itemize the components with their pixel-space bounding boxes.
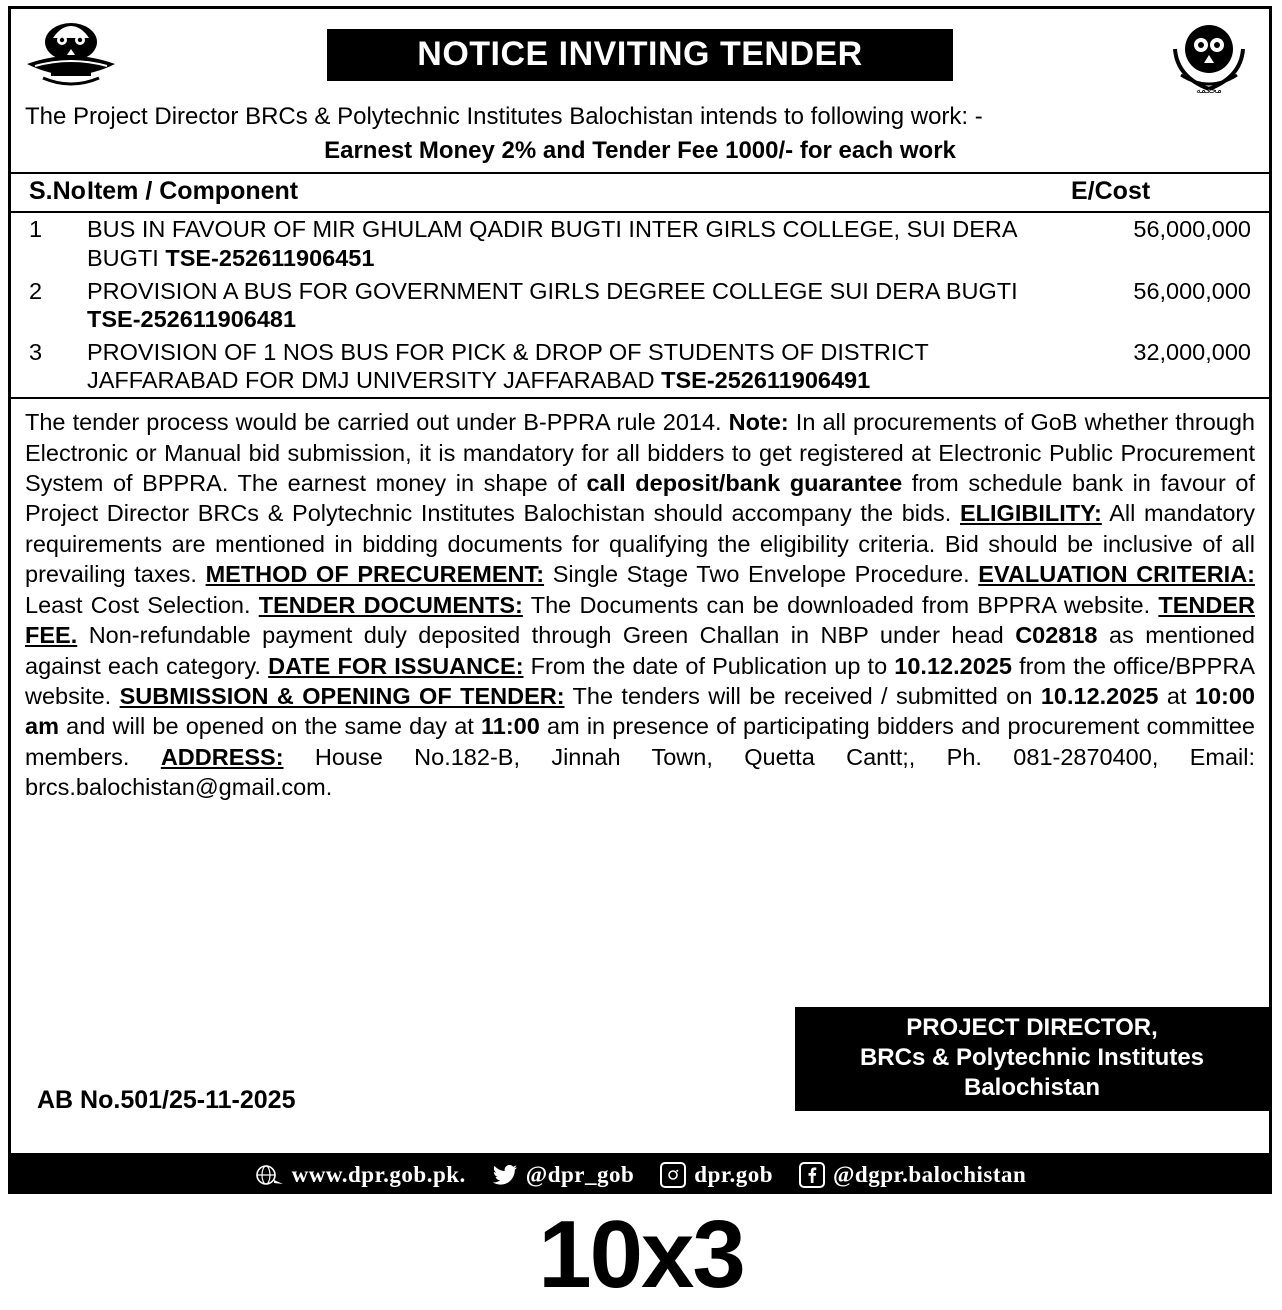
row-item <box>87 212 1071 274</box>
facebook-handle: @dgpr.balochistan <box>833 1162 1027 1187</box>
terms-paragraph <box>25 407 1255 802</box>
ab-number: AB No.501/25-11-2025 <box>37 1086 296 1114</box>
method-of-precurement-label: METHOD OF PRECUREMENT: <box>205 561 545 588</box>
tender-notice-box <box>8 6 1272 1156</box>
row-cost: 56,000,000 <box>1133 216 1251 243</box>
table-row <box>11 212 1269 274</box>
terms-part: All mandatory requirements are mentioned in bidding documents for qualifying the eligibility criteria. Bid should be inclusive of all prevailing taxes. <box>25 500 1255 588</box>
terms-part: Least Cost Selection. <box>25 591 259 618</box>
table-header-row <box>11 173 1269 212</box>
terms-part: from schedule bank in favour of Project Director BRCs & Polytechnic Institutes Balochistan should accompany the bids. <box>25 469 1255 527</box>
terms-part: The Documents can be downloaded from BPPRA website. <box>522 591 1159 618</box>
row-item-text: PROVISION OF 1 NOS BUS FOR PICK & DROP OF STUDENTS OF DISTRICT JAFFARABAD FOR DMJ UNIVERSITY JAFFARABAD <box>87 338 929 394</box>
signature-block <box>795 1007 1269 1111</box>
tender-documents-label: TENDER DOCUMENTS: <box>258 591 523 618</box>
table-row <box>11 336 1269 397</box>
svg-text:محكمه: محكمه <box>1196 86 1222 96</box>
col-header-item: Item / Component <box>87 173 1071 212</box>
terms-part: as mentioned against each category. <box>25 622 1255 679</box>
twitter-item[interactable] <box>492 1162 634 1188</box>
terms-part: Non-refundable payment duly deposited through Green Challan in NBP under head <box>77 622 1016 649</box>
page-title: NOTICE INVITING TENDER <box>327 29 952 81</box>
date-for-issuance-label: DATE FOR ISSUANCE: <box>268 652 524 679</box>
website-item[interactable] <box>254 1162 466 1188</box>
twitter-handle: @dpr_gob <box>525 1162 635 1187</box>
submission-time: 10:00 am <box>25 682 1255 740</box>
col-header-cost: E/Cost <box>1071 173 1269 212</box>
row-item <box>87 336 1071 397</box>
col-header-sno: S.No <box>11 173 87 212</box>
terms-part: The tenders will be received / submitted on <box>564 682 1041 709</box>
note-label: Note: <box>728 409 789 436</box>
challan-head-code: C02818 <box>1015 622 1098 649</box>
terms-part: In all procurements of GoB whether through Electronic or Manual bid submission, it is mandatory for all bidders to get registered at Electronic Public Procurement System of BPPRA. The earnest money in shape of <box>25 409 1255 496</box>
row-cost: 56,000,000 <box>1133 277 1251 304</box>
submission-opening-label: SUBMISSION & OPENING OF TENDER: <box>119 682 565 709</box>
eligibility-label: ELIGIBILITY: <box>959 500 1102 527</box>
submission-date: 10.12.2025 <box>1040 682 1159 709</box>
balochistan-government-emblem-icon <box>19 15 123 97</box>
social-media-strip <box>8 1156 1272 1194</box>
terms-part: Single Stage Two Envelope Procedure. <box>544 561 979 588</box>
table-row <box>11 275 1269 336</box>
signature-area <box>11 1007 1269 1119</box>
facebook-icon <box>799 1162 825 1188</box>
row-tse-code: TSE-252611906481 <box>87 306 297 333</box>
row-tse-code: TSE-252611906451 <box>165 244 375 271</box>
ad-size-note: 10x3 <box>538 1201 744 1308</box>
website-url: www.dpr.gob.pk. <box>291 1162 466 1187</box>
terms-part: House No.182-B, Jinnah Town, Quetta Cantt;, Ph. 081-2870400, Email: brcs.balochistan@gmail.com. <box>25 743 1255 801</box>
intro-text: The Project Director BRCs & Polytechnic Institutes Balochistan intends to following work: - <box>25 103 983 130</box>
opening-time: 11:00 <box>481 713 540 740</box>
instagram-item[interactable] <box>660 1162 773 1188</box>
tender-fee-label: TENDER FEE. <box>25 591 1255 649</box>
row-item-text: PROVISION A BUS FOR GOVERNMENT GIRLS DEGREE COLLEGE SUI DERA BUGTI <box>87 277 1018 304</box>
terms-part: am in presence of participating bidders and procurement committee members. <box>25 713 1256 770</box>
globe-icon <box>254 1164 284 1186</box>
terms-section <box>11 397 1269 806</box>
row-sno: 2 <box>29 277 43 304</box>
terms-part: and will be opened on the same day at <box>58 713 481 740</box>
row-sno: 3 <box>29 338 43 365</box>
twitter-icon <box>492 1165 518 1185</box>
instagram-icon <box>660 1162 686 1188</box>
row-sno: 1 <box>29 216 43 243</box>
earnest-money-line: Earnest Money 2% and Tender Fee 1000/- for each work <box>324 136 956 164</box>
call-deposit-emphasis: call deposit/bank guarantee <box>586 469 903 496</box>
instagram-handle: dpr.gob <box>694 1162 774 1187</box>
row-cost: 32,000,000 <box>1133 338 1251 365</box>
signature-line-1: PROJECT DIRECTOR, <box>906 1014 1158 1041</box>
terms-part: at <box>1158 682 1195 709</box>
issuance-end-date: 10.12.2025 <box>894 652 1012 679</box>
terms-part: From the date of Publication up to <box>523 652 895 679</box>
terms-part: from the office/BPPRA website. <box>25 652 1255 709</box>
terms-part: The tender process would be carried out under B-PPRA rule 2014. <box>25 409 729 436</box>
signature-line-3: Balochistan <box>963 1074 1101 1101</box>
department-emblem-icon <box>1157 15 1261 97</box>
signature-line-2: BRCs & Polytechnic Institutes <box>859 1044 1205 1071</box>
notice-header <box>11 9 1269 101</box>
facebook-item[interactable] <box>799 1162 1026 1188</box>
evaluation-criteria-label: EVALUATION CRITERIA: <box>978 561 1256 588</box>
row-item <box>87 275 1071 336</box>
address-label: ADDRESS: <box>160 743 284 770</box>
row-tse-code: TSE-252611906491 <box>661 367 871 394</box>
row-item-text: BUS IN FAVOUR OF MIR GHULAM QADIR BUGTI INTER GIRLS COLLEGE, SUI DERA BUGTI <box>87 216 1017 271</box>
tender-items-table <box>11 172 1269 397</box>
